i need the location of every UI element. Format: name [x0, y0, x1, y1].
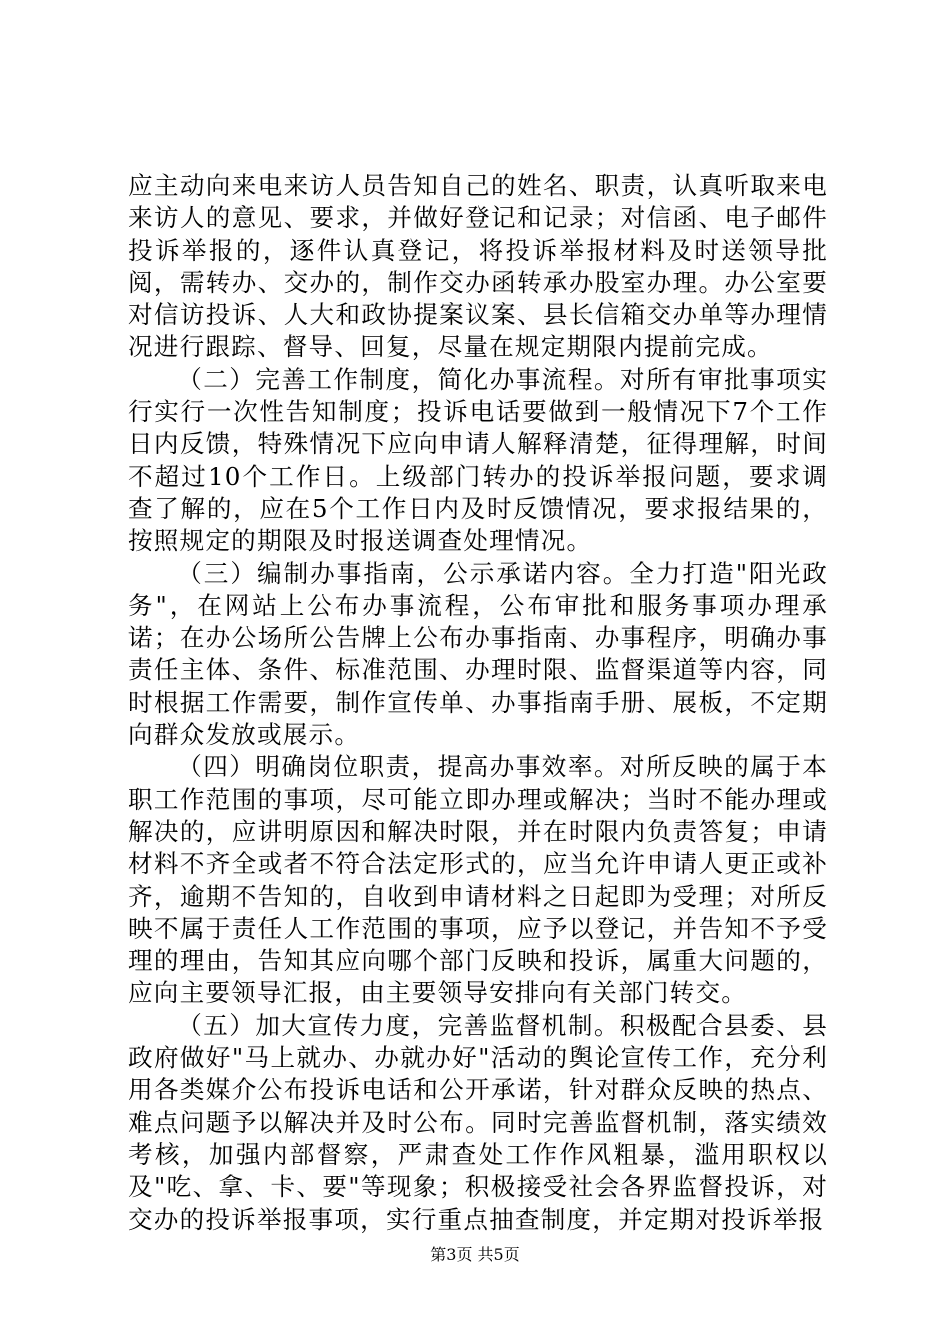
paragraph-section-4: （四）明确岗位职责，提高办事效率。对所反映的属于本职工作范围的事项，尽可能立即办理或解决；当时不能办理或解决的，应讲明原因和解决时限，并在时限内负责答复；申请材料不齐全或者不符合法定形式的，应当允许申请人更正或补齐，逾期不告知的，自收到申请材料之日起即为受理；对所反映不属于责任人工作范围的事项，应予以登记，并告知不予受理的理由，告知其应向哪个部门反映和投诉，属重大问题的，应向主要领导汇报，由主要领导安排向有关部门转交。 [128, 752, 828, 1008]
paragraph-section-2: （二）完善工作制度，简化办事流程。对所有审批事项实行实行一次性告知制度；投诉电话要做到一般情况下7个工作日内反馈，特殊情况下应向申请人解释清楚，征得理解，时间不超过10个工作日。上级部门转办的投诉举报问题，要求调查了解的，应在5个工作日内及时反馈情况，要求报结果的，按照规定的期限及时报送调查处理情况。 [128, 364, 828, 556]
paragraph-section-3: （三）编制办事指南，公示承诺内容。全力打造"阳光政务"，在网站上公布办事流程，公布审批和服务事项办理承诺；在办公场所公告牌上公布办事指南、办事程序，明确办事责任主体、条件、标准范围、办理时限、监督渠道等内容，同时根据工作需要，制作宣传单、办事指南手册、展板，不定期向群众发放或展示。 [128, 558, 828, 750]
paragraph-section-5: （五）加大宣传力度，完善监督机制。积极配合县委、县政府做好"马上就办、办就办好"活动的舆论宣传工作，充分利用各类媒介公布投诉电话和公开承诺，针对群众反映的热点、难点问题予以解决并及时公布。同时完善监督机制，落实绩效考核，加强内部督察，严肃查处工作作风粗暴，滥用职权以及"吃、拿、卡、要"等现象；积极接受社会各界监督投诉，对交办的投诉举报事项，实行重点抽查制度，并定期对投诉举报 [128, 1010, 828, 1234]
document-body [128, 170, 828, 1236]
paragraph-continuation: 应主动向来电来访人员告知自己的姓名、职责，认真听取来电来访人的意见、要求，并做好登记和记录；对信函、电子邮件投诉举报的，逐件认真登记，将投诉举报材料及时送领导批阅，需转办、交办的，制作交办函转承办股室办理。办公室要对信访投诉、人大和政协提案议案、县长信箱交办单等办理情况进行跟踪、督导、回复，尽量在规定期限内提前完成。 [128, 171, 828, 362]
page-footer [0, 1245, 950, 1265]
page-number-label: 第3页 共5页 [430, 1245, 520, 1264]
